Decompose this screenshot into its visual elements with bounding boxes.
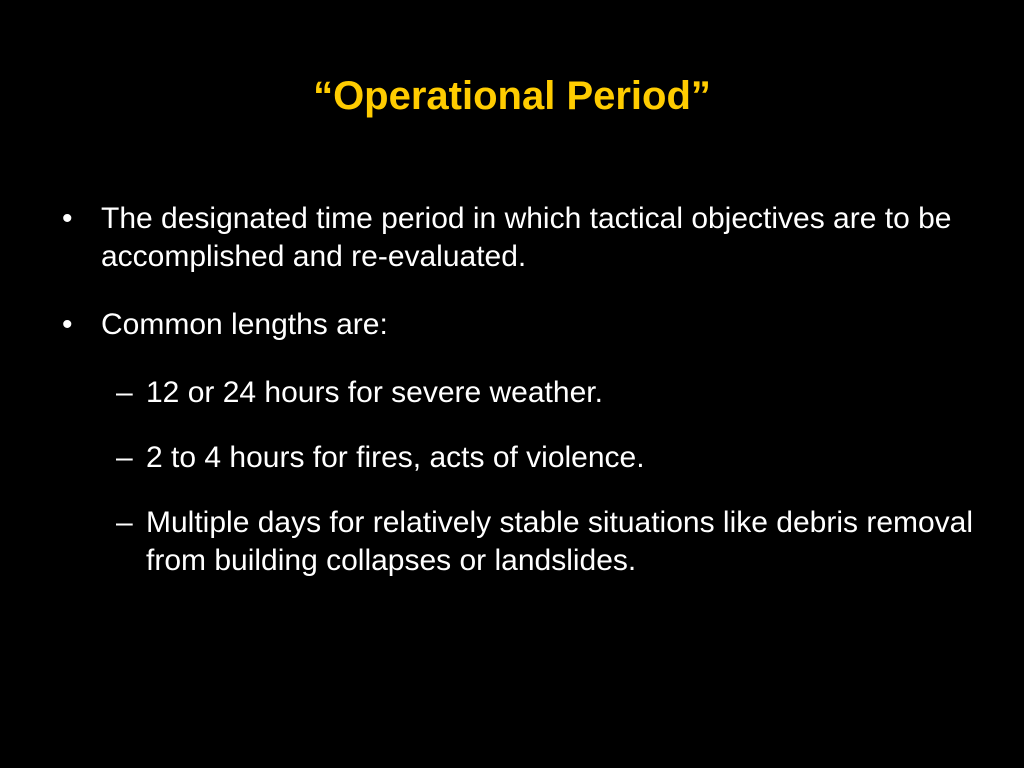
sub-bullet-text: Multiple days for relatively stable situations like debris removal from building collapses or landslides. [146, 506, 974, 577]
bullet-item [0, 306, 1024, 344]
bullet-item [0, 200, 1024, 276]
slide-body [0, 200, 1024, 607]
bullet-text: The designated time period in which tactical objectives are to be accomplished and re-evaluated. [101, 202, 952, 273]
dash-marker: – [116, 506, 133, 539]
sub-bullet-item [0, 504, 1024, 580]
sub-bullet-text: 12 or 24 hours for severe weather. [146, 376, 603, 409]
dash-marker: – [116, 376, 133, 409]
bullet-text: Common lengths are: [101, 308, 388, 341]
sub-bullet-item [0, 439, 1024, 477]
sub-bullet-text: 2 to 4 hours for fires, acts of violence. [146, 441, 645, 474]
dash-marker: – [116, 441, 133, 474]
bullet-marker: • [62, 202, 73, 235]
slide-title: “Operational Period” [313, 74, 711, 118]
sub-bullet-item [0, 374, 1024, 412]
bullet-marker: • [62, 308, 73, 341]
